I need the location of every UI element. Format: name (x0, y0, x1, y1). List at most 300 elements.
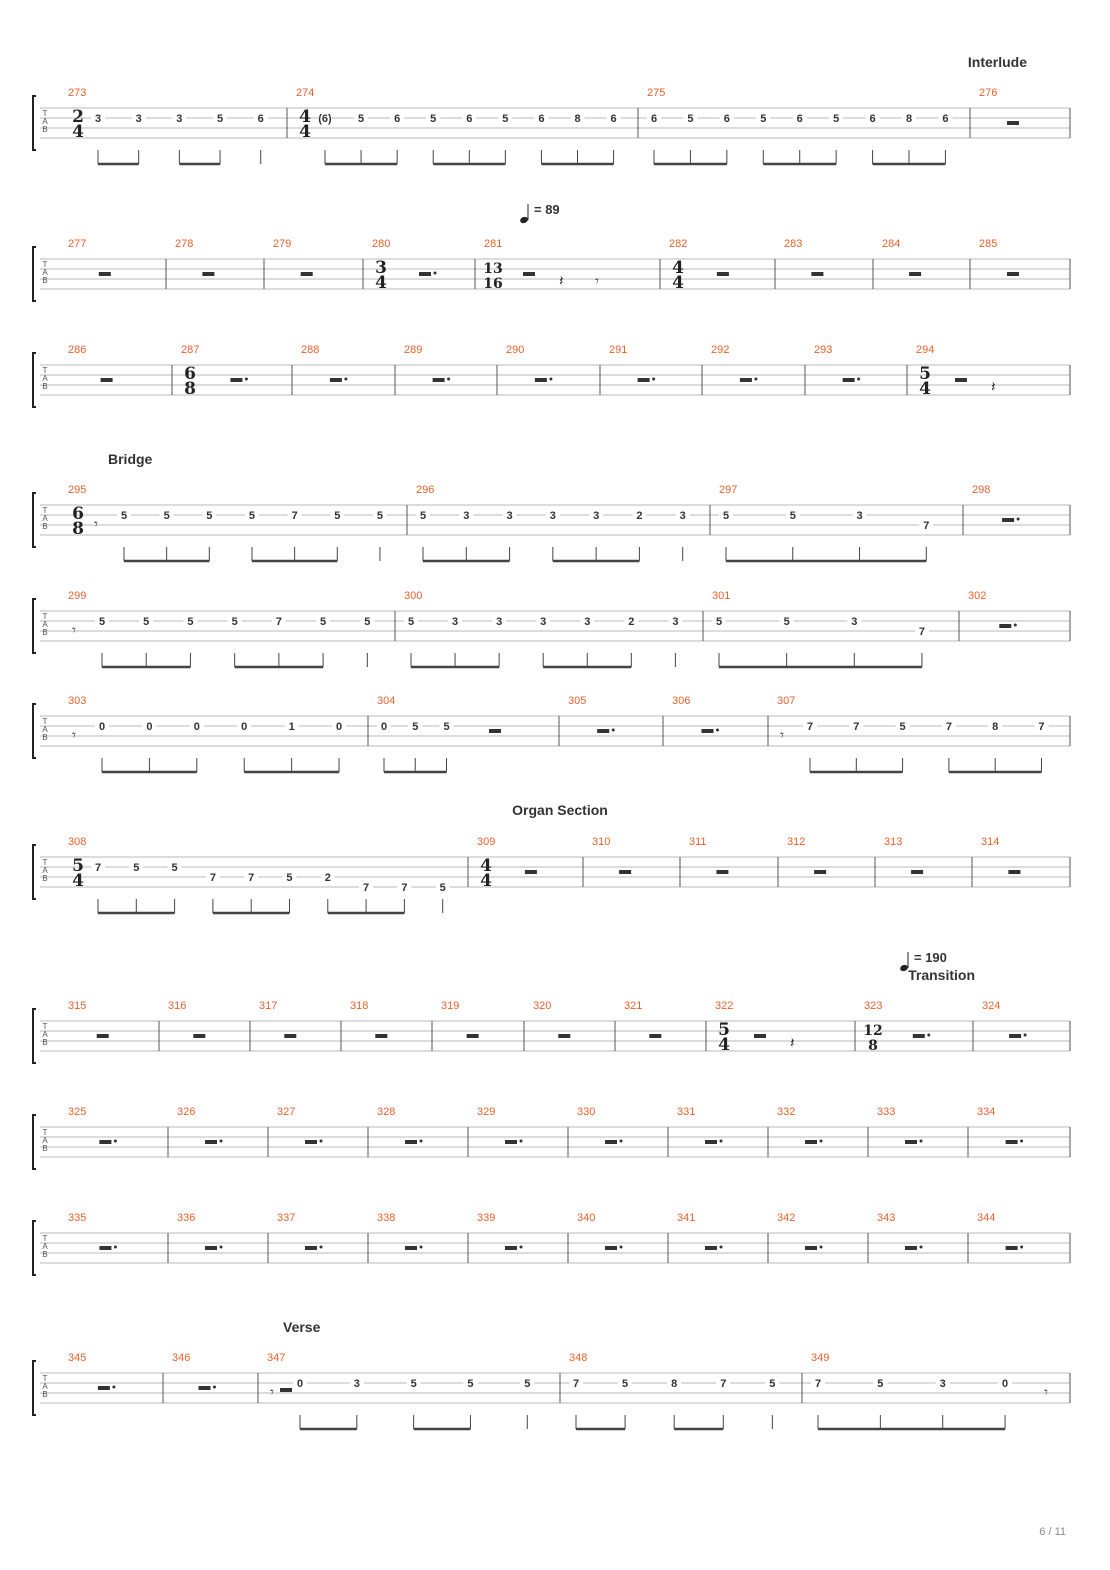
rest-block (375, 1034, 387, 1038)
measure (811, 1352, 1048, 1429)
tab-clef-letter: T (42, 717, 48, 726)
tab-clef-letter: A (42, 1136, 48, 1145)
staff-system (33, 54, 1070, 164)
fret-number: 6 (466, 113, 473, 125)
quarter-rest: 𝄽 (559, 272, 564, 290)
measure-number: 292 (711, 344, 730, 356)
measure (483, 238, 599, 292)
measure (977, 1106, 1023, 1144)
measure (68, 1352, 115, 1390)
tab-clef-letter: T (42, 858, 48, 867)
measure (68, 1212, 117, 1250)
measure (863, 1000, 930, 1054)
rest-block (505, 1246, 517, 1250)
rest-block (97, 1034, 109, 1038)
measure-number: 330 (577, 1106, 596, 1118)
measure-number: 331 (677, 1106, 696, 1118)
rest-dot (754, 378, 757, 381)
measure-number: 298 (972, 484, 991, 496)
time-signature-bottom: 4 (672, 273, 684, 293)
system-bracket (33, 599, 36, 653)
measure (784, 238, 823, 276)
measure-number: 306 (672, 695, 691, 707)
measure-number: 287 (181, 344, 200, 356)
tab-clef-letter: B (42, 1390, 48, 1399)
measure (777, 1212, 823, 1250)
tab-clef-letter: A (42, 1242, 48, 1251)
rest-dot (420, 1140, 423, 1143)
half-rest (489, 729, 501, 733)
system-bracket (33, 247, 36, 301)
fret-number: 5 (216, 113, 224, 125)
rest-block (905, 1246, 917, 1250)
rest-block (814, 870, 826, 874)
fret-number: 5 (248, 510, 256, 522)
rest-dot (344, 378, 347, 381)
measure-number: 348 (569, 1352, 588, 1364)
rest-block (1006, 1246, 1018, 1250)
rest-block (101, 378, 113, 382)
fret-number: 5 (133, 862, 140, 874)
time-signature-top: 5 (718, 1020, 730, 1040)
fret-number: 5 (410, 1378, 417, 1390)
staff-system (33, 1319, 1070, 1429)
tab-clef-letter: T (42, 260, 48, 269)
measure-number: 293 (814, 344, 833, 356)
rest-dot (1017, 518, 1020, 521)
tab-clef-letter: B (42, 733, 48, 742)
rest-block (419, 272, 431, 276)
rest-block (284, 1034, 296, 1038)
fret-number: 5 (407, 616, 415, 628)
fret-number: 2 (636, 510, 643, 522)
tab-clef-letter: B (42, 382, 48, 391)
staff-system (33, 950, 1070, 1063)
measure-number: 320 (533, 1000, 552, 1012)
measure (979, 87, 1019, 125)
fret-number: 0 (296, 1378, 304, 1390)
fret-number: 5 (789, 510, 796, 522)
fret-number: 7 (918, 626, 926, 638)
measure-number: 305 (568, 695, 587, 707)
fret-number: 3 (584, 616, 591, 628)
rest-block (619, 870, 631, 874)
measure-number: 321 (624, 1000, 643, 1012)
measure (68, 1000, 109, 1038)
rest-dot (114, 1140, 117, 1143)
fret-number: 5 (376, 510, 383, 522)
measure (273, 238, 313, 276)
measure (689, 836, 728, 874)
measure-number: 301 (712, 590, 731, 602)
measure-number: 279 (273, 238, 292, 250)
measure-number: 346 (172, 1352, 191, 1364)
measure-number: 310 (592, 836, 611, 848)
measure-number: 280 (372, 238, 391, 250)
fret-number: 5 (171, 862, 178, 874)
measure (533, 1000, 570, 1038)
fret-number: 7 (923, 520, 930, 532)
fret-number: 5 (622, 1378, 629, 1390)
measure (68, 590, 374, 667)
fret-number: 5 (120, 510, 128, 522)
measure-number: 319 (441, 1000, 460, 1012)
measure-number: 278 (175, 238, 194, 250)
fret-number: 7 (209, 872, 216, 884)
measure-number: 313 (884, 836, 903, 848)
time-signature-top: 3 (375, 258, 387, 278)
measure-number: 316 (168, 1000, 187, 1012)
fret-number: 5 (769, 1378, 776, 1390)
fret-number: 5 (687, 113, 694, 125)
rest-dot (245, 378, 248, 381)
measure (968, 590, 1017, 628)
eighth-rest: 𝄾 (780, 726, 784, 744)
rest-block (205, 1140, 217, 1144)
measure (477, 1212, 523, 1250)
measure (68, 484, 387, 561)
measure-number: 300 (404, 590, 423, 602)
rest-block (98, 1386, 110, 1390)
time-signature-bottom: 8 (72, 519, 84, 539)
section-label: Interlude (967, 54, 1027, 70)
fret-number: 0 (146, 721, 153, 733)
rest-dot (720, 1140, 723, 1143)
measure-number: 309 (477, 836, 496, 848)
measure (882, 238, 921, 276)
rest-block (1007, 121, 1019, 125)
measure (267, 1352, 534, 1429)
tab-clef-letter: T (42, 1022, 48, 1031)
fret-number: 7 (94, 862, 102, 874)
fret-number: 3 (549, 510, 556, 522)
measure-number: 289 (404, 344, 423, 356)
rest-block (605, 1140, 617, 1144)
tab-clef-letter: B (42, 125, 48, 134)
measure-number: 304 (377, 695, 396, 707)
staff-system (33, 344, 1070, 407)
fret-number: 7 (853, 721, 860, 733)
measure-number: 339 (477, 1212, 496, 1224)
rest-dot (320, 1246, 323, 1249)
staff-system (33, 695, 1070, 772)
fret-number: 5 (334, 510, 341, 522)
system-bracket (33, 1221, 36, 1275)
fret-number: 5 (143, 616, 150, 628)
measure-number: 344 (977, 1212, 996, 1224)
rest-block (330, 378, 342, 382)
rest-block (467, 1034, 479, 1038)
measure (259, 1000, 296, 1038)
fret-number: 6 (257, 113, 264, 125)
fret-number: 0 (193, 721, 200, 733)
system-bracket (33, 845, 36, 899)
measure-number: 345 (68, 1352, 87, 1364)
measure-number: 285 (979, 238, 998, 250)
measure (981, 836, 1020, 874)
rest-dot (549, 378, 552, 381)
system-bracket (33, 1361, 36, 1415)
fret-number: 7 (806, 721, 814, 733)
measure (787, 836, 826, 874)
staff-system (33, 590, 1070, 667)
rest-block (811, 272, 823, 276)
tempo-note-head (519, 216, 529, 224)
fret-number: 0 (335, 721, 343, 733)
fret-number: 7 (572, 1378, 580, 1390)
rest-dot (620, 1246, 623, 1249)
rest-dot (820, 1246, 823, 1249)
rest-block (230, 378, 242, 382)
measure (377, 1212, 423, 1250)
measure (677, 1106, 723, 1144)
system-bracket (33, 96, 36, 150)
tab-clef-letter: B (42, 1250, 48, 1259)
fret-number: 5 (715, 616, 723, 628)
measure-number: 312 (787, 836, 806, 848)
measure (277, 1212, 323, 1250)
tab-clef-letter: A (42, 117, 48, 126)
measure-number: 295 (68, 484, 87, 496)
measure-number: 324 (982, 1000, 1001, 1012)
measure (477, 1106, 523, 1144)
measure (377, 695, 501, 772)
system-bracket (33, 704, 36, 758)
rest-dot (620, 1140, 623, 1143)
rest-block (717, 272, 729, 276)
measure (715, 1000, 795, 1055)
measure (568, 695, 615, 733)
rest-dot (820, 1140, 823, 1143)
rest-dot (652, 378, 655, 381)
time-signature-top: 5 (72, 856, 84, 876)
fret-number: 7 (248, 872, 255, 884)
rest-block (1007, 272, 1019, 276)
fret-number: 6 (650, 113, 658, 125)
rest-block (909, 272, 921, 276)
rest-block (433, 378, 445, 382)
measure-number: 303 (68, 695, 87, 707)
time-signature-top: 13 (483, 261, 503, 277)
fret-number: 8 (671, 1378, 678, 1390)
measure-number: 290 (506, 344, 525, 356)
measure-number: 296 (416, 484, 435, 496)
rest-block (305, 1140, 317, 1144)
fret-number: 7 (363, 882, 370, 894)
measure (592, 836, 631, 874)
measure-number: 314 (981, 836, 1000, 848)
eighth-rest: 𝄾 (595, 272, 599, 290)
fret-number: 2 (324, 872, 331, 884)
rest-block (305, 1246, 317, 1250)
measure (404, 344, 450, 382)
rest-block (605, 1246, 617, 1250)
time-signature-bottom: 16 (483, 276, 503, 292)
measure (175, 238, 214, 276)
fret-number: 5 (286, 872, 293, 884)
fret-number: 7 (401, 882, 408, 894)
rest-block (913, 1034, 925, 1038)
measure (477, 836, 537, 891)
tab-clef-letter: A (42, 1382, 48, 1391)
time-signature-bottom: 4 (299, 122, 311, 142)
fret-number: 5 (98, 616, 106, 628)
tab-clef-letter: A (42, 620, 48, 629)
measure (377, 1106, 423, 1144)
tab-clef-letter: A (42, 725, 48, 734)
tab-clef-letter: A (42, 268, 48, 277)
section-label: Organ Section (512, 802, 608, 818)
measure-number: 291 (609, 344, 628, 356)
system-bracket (33, 493, 36, 547)
measure-number: 286 (68, 344, 87, 356)
measure (979, 238, 1019, 276)
fret-number: 0 (1001, 1378, 1009, 1390)
fret-number: 5 (364, 616, 371, 628)
measure (177, 1106, 223, 1144)
measure (68, 344, 113, 382)
fret-number: 3 (176, 113, 183, 125)
time-signature-top: 6 (184, 364, 196, 384)
fret-number: 5 (722, 510, 730, 522)
quarter-rest: 𝄽 (790, 1034, 795, 1052)
rest-block (638, 378, 650, 382)
measure (68, 695, 346, 772)
measure (296, 87, 621, 164)
fret-number: 5 (502, 113, 509, 125)
tab-clef-letter: A (42, 866, 48, 875)
rest-block (705, 1140, 717, 1144)
rest-block (202, 272, 214, 276)
measure (777, 695, 1048, 772)
rest-block (805, 1140, 817, 1144)
fret-number: 3 (679, 510, 686, 522)
measure-number: 297 (719, 484, 738, 496)
page-number: 6 / 11 (1039, 1526, 1066, 1538)
rest-dot (112, 1386, 115, 1389)
half-rest (280, 1388, 292, 1392)
measure-number: 283 (784, 238, 803, 250)
measure (441, 1000, 479, 1038)
eighth-rest: 𝄾 (270, 1383, 274, 1401)
measure-number: 276 (979, 87, 998, 99)
time-signature-bottom: 4 (919, 379, 931, 399)
tab-clef-letter: B (42, 276, 48, 285)
rest-block (754, 1034, 766, 1038)
measure-number: 299 (68, 590, 87, 602)
fret-number: 5 (877, 1378, 884, 1390)
fret-number: 6 (538, 113, 545, 125)
measure-number: 318 (350, 1000, 369, 1012)
measure (669, 238, 729, 293)
tab-clef-letter: B (42, 1144, 48, 1153)
section-label: Verse (283, 1319, 321, 1335)
time-signature-bottom: 4 (718, 1035, 730, 1055)
fret-number: 6 (796, 113, 803, 125)
measure (711, 344, 757, 382)
fret-number: 5 (899, 721, 906, 733)
rest-dot (1014, 624, 1017, 627)
measure (719, 484, 933, 561)
time-signature-bottom: 8 (868, 1038, 878, 1054)
tab-clef-letter: T (42, 1374, 48, 1383)
measure (814, 344, 860, 382)
measure-number: 340 (577, 1212, 596, 1224)
fret-number: 5 (443, 721, 450, 733)
rest-dot (1020, 1140, 1023, 1143)
measure-number: 273 (68, 87, 87, 99)
time-signature-top: 4 (299, 107, 311, 127)
fret-number: 7 (291, 510, 298, 522)
measure (877, 1106, 923, 1144)
rest-block (843, 378, 855, 382)
fret-number: 0 (241, 721, 248, 733)
measure-number: 333 (877, 1106, 896, 1118)
measure-number: 302 (968, 590, 987, 602)
fret-number: 7 (720, 1378, 727, 1390)
rest-dot (1024, 1034, 1027, 1037)
rest-block (535, 378, 547, 382)
fret-number: 8 (992, 721, 999, 733)
measure-number: 317 (259, 1000, 278, 1012)
fret-number: 5 (439, 882, 446, 894)
time-signature-top: 4 (480, 856, 492, 876)
measure-number: 326 (177, 1106, 196, 1118)
time-signature-bottom: 4 (72, 122, 84, 142)
measure (916, 344, 996, 399)
measure-number: 338 (377, 1212, 396, 1224)
rest-block (1008, 870, 1020, 874)
measure (277, 1106, 323, 1144)
measure-number: 307 (777, 695, 796, 707)
fret-number: 6 (942, 113, 949, 125)
measure (777, 1106, 823, 1144)
measure (177, 1212, 223, 1250)
measure-number: 332 (777, 1106, 796, 1118)
rest-block (193, 1034, 205, 1038)
tempo-marking: = 89 (534, 202, 560, 217)
fret-number: 8 (905, 113, 913, 125)
measure-number: 335 (68, 1212, 87, 1224)
fret-number: 6 (610, 113, 617, 125)
fret-number: 3 (463, 510, 470, 522)
fret-number: 7 (814, 1378, 822, 1390)
tempo-marking: = 190 (914, 950, 947, 965)
system-bracket (33, 1009, 36, 1063)
measure (884, 836, 923, 874)
rest-dot (220, 1140, 223, 1143)
fret-number: 3 (353, 1378, 360, 1390)
measure-number: 349 (811, 1352, 830, 1364)
rest-block (1009, 1034, 1021, 1038)
rest-dot (1020, 1246, 1023, 1249)
rest-block (740, 378, 752, 382)
measure (877, 1212, 923, 1250)
fret-number: 5 (206, 510, 213, 522)
measure-number: 277 (68, 238, 87, 250)
fret-number: 3 (496, 616, 503, 628)
rest-block (1002, 518, 1014, 522)
system-bracket (33, 353, 36, 407)
fret-number: 3 (939, 1378, 946, 1390)
rest-block (99, 1140, 111, 1144)
fret-number: 0 (380, 721, 388, 733)
measure (506, 344, 552, 382)
rest-block (805, 1246, 817, 1250)
measure-number: 336 (177, 1212, 196, 1224)
fret-number: 0 (98, 721, 106, 733)
fret-number: 3 (856, 510, 863, 522)
